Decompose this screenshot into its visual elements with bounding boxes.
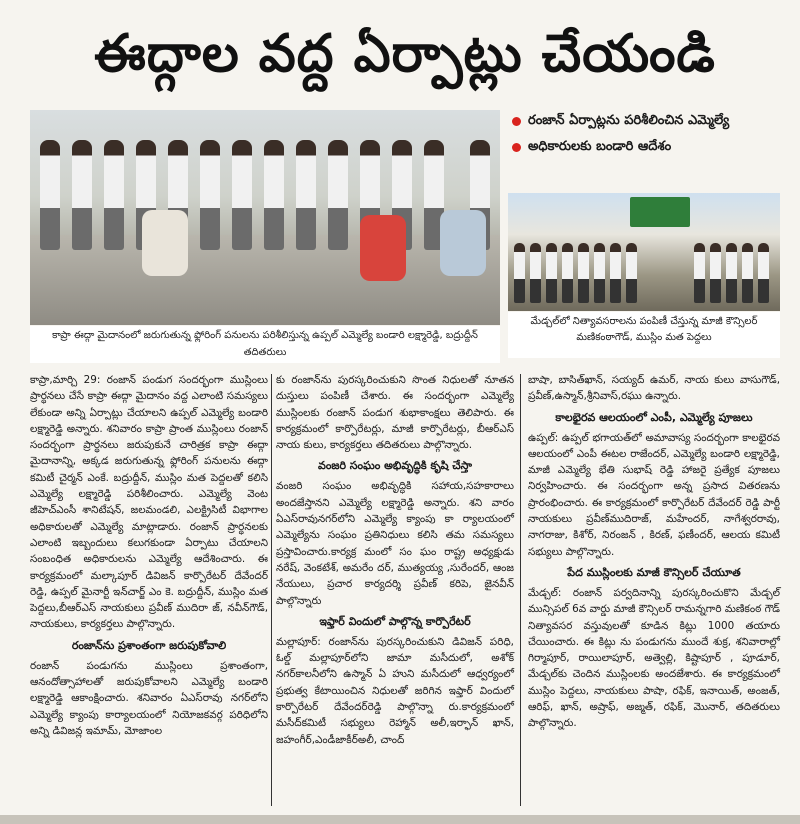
headline: ఈద్గాల వద్ద ఏర్పాట్లు చేయండి bbox=[94, 24, 716, 84]
article-subheading: రంజాన్‌ను ప్రశాంతంగా జరుపుకోవాలి bbox=[71, 638, 227, 652]
article-subheading: కాలభైరవ ఆలయంలో ఎంపీ, ఎమ్మెల్యే పూజలు bbox=[555, 410, 753, 424]
article-paragraph: బాషా, బాసిత్‌ఖాన్, సయ్యద్ ఉమర్, నాయ కులు వాసుగౌడ్, ప్రవీణ్,ఉస్మాన్,శ్రీనివాస్,రఘు ఉన్నారు. bbox=[528, 374, 780, 403]
photo-person bbox=[296, 140, 316, 250]
article-paragraph: రంజాన్ పండుగను ముస్లింలు ప్రశాంతంగా, ఆనందోత్సాహాలతో జరుపుకోవాలని ఎమ్మెల్యే బండారి లక్ష్మారెడ్డి ఆకాంక్షించారు. శనివారం ఏఎస్‌రావు నగర్‌లోని ఎమ్మెల్యే క్యాంపు కార్యాలయంలో నియోజకవర్గ పరిధిలోని అన్ని డివిజన్ల ఇమామ్, మోజాంల bbox=[30, 659, 268, 737]
highlight-bullet bbox=[512, 110, 782, 132]
photo-person bbox=[328, 140, 348, 250]
side-photo-caption: మేడ్చల్‌లో నిత్యావసరాలను పంపిణీ చేస్తున్న మాజీ కౌన్సిలర్ మణికంఠాగౌడ్, ముస్లిం మత పెద్దలు bbox=[508, 312, 780, 358]
main-photo bbox=[30, 110, 500, 325]
photo-person bbox=[264, 140, 284, 250]
main-photo-caption: కాప్రా ఈద్గా మైదానంలో జరుగుతున్న ఫ్లోరింగ్ పనులను పరిశీలిస్తున్న ఉప్పల్ ఎమ్మెల్యే బండారి లక్ష్మారెడ్డి, బద్రుద్దీన్ తదితరులు bbox=[30, 326, 500, 363]
article-paragraph: కు రంజాన్‌ను పురస్కరించుకుని సొంత నిధులతో నూతన దుస్తులు పంపిణీ చేశారు. ఈ సందర్భంగా ఎమ్మెల్యే ముస్లింలకు రంజాన్ పండుగ శుభాకాంక్షలు తెలిపారు. ఈ కార్యక్రమంలో కార్పొరేటర్లు, మాజీ కార్పొరేటర్లు, బీఆర్ఎస్ నాయ కులు, కార్యకర్తలు తదితరులు పాల్గొన్నారు. bbox=[276, 374, 514, 452]
photo-person bbox=[530, 243, 541, 303]
article-paragraph: మేడ్చల్: రంజాన్ పర్వదినాన్ని పురస్కరించుకొని మేడ్చల్ మున్సిపల్ 6వ వార్డు మాజీ కౌన్సిలర్ రామన్నగారి మణికంఠ గౌడ్ నిత్యావసర వస్తువులతో కూడిన కిట్లు 1000 తయారు చేయించారు. ఈ కిట్లు ను పండుగను ముందే శుక్ర, శనివారాల్లో గిర్మాపూర్, రాయిలాపూర్, అత్వెల్లి, కిష్టాపూర్ , పూడూర్, మేడ్చల్‌కు చెందిన ముస్లింలకు అందజేశారు. ఈ కార్యక్రమంలో ముస్లిం పెద్దలు, నాయకులు పాషా, రఫిక్, ఇనాయిత్, అంజత్, ఆరిఫ్, ఖాన్, అష్రాఫ్, అజ్మత్, రఫిక్, మొనార్, తదితరులు పాల్గొన్నారు. bbox=[528, 586, 780, 730]
article-paragraph: ఉప్పల్: ఉప్పల్ భగాయత్‌లో అమావాస్య సందర్భంగా కాలభైరవ ఆలయంలో ఎంపీ ఈటల రాజేందర్, ఎమ్మెల్యే బండారి లక్ష్మారెడ్డి, మాజీ ఎమ్మెల్యే భేతి సుభాష్ రెడ్డి హాజరై ప్రత్యేక పూజలు నిర్వహించారు. ఈ సందర్భంగా అన్న ప్రసాద వితరణను ప్రారంభించారు. ఈ కార్యక్రమంలో కార్పొరేటర్ దేవేందర్ రెడ్డి పార్టీ నాయకులు ప్రవీణ్‌ముదిరాజ్, మహేందర్, నాగేశ్వరరావు, నాగరాజు, కిశోర్, నిరంజన్ , కిరణ్, ఫణీందర్, ఆలయ కమిటీ సభ్యులు పాల్గొన్నారు. bbox=[528, 431, 780, 558]
article-subheading: ఇఫ్తార్ విందులో పాల్గొన్న కార్పొరేటర్ bbox=[319, 614, 471, 628]
bullet-text: అధికారులకు బండారి ఆదేశం bbox=[528, 139, 672, 154]
photo-person bbox=[610, 243, 621, 303]
photo-person bbox=[594, 243, 605, 303]
article-paragraph: వంజరి సంఘం అభివృద్ధికి సహాయ,సహకారాలు అందజేస్తానని ఎమ్మెల్యే లక్ష్మారెడ్డి అన్నారు. శని వారం ఏఎస్‌రావునగర్‌లోని ఎమ్మెల్యే క్యాంపు కా ర్యాలయంలో ఎమ్మెల్యేను సంఘం ప్రతినిధులు కలిసి తమ సమస్యలు ప్రస్తావించారు.కార్యక్ర మంలో సం ఘం రాష్ట్ర అధ్యక్షుడు నరేష్, వెంకటేశ్, అమరేం దర్, ముత్యయ్య ,సురేందర్, ఆంజ నేయులు, ప్రచార కార్యదర్శి ప్రవీణ్ కరిపె, జైనవీన్ పాల్గొన్నారు bbox=[276, 480, 514, 607]
article-paragraph: కాప్రా,మార్చి 29: రంజాన్ పండుగ సందర్భంగా ముస్లింలు ప్రార్థనలు చేసే కాప్రా ఈద్గా మైదానం వద్ద ఎలాంటి సమస్యలు లేకుండా అన్ని ఏర్పాట్లు చేయాలని ఉప్పల్ ఎమ్మెల్యే బండారి లక్ష్మారెడ్డి అన్నారు. శనివారం కాప్రా ప్రాంత ముస్లింలు రంజాన్ సందర్భంగా ప్రార్థనలు జరుపుకునే చారిత్రక కాప్రా ఈద్గా మైదానాన్ని, అక్కడ జరుగుతున్న ఫ్లోరింగ్ పనులను ఈద్గా కమిటీ చైర్మన్ ఎంకే. బద్రుద్దీన్, ముస్లిం మత పెద్దలతో కలిసి ఎమ్మెల్యే లక్ష్మారెడ్డి పరిశీలించారు. ఎమ్మెల్యే వెంట జీహెచ్ఎంసీ శానిటేషన్, జలమండలి, ఎలక్ట్రిసిటీ విభాగాల అధికారులతో ఎమ్మెల్యే మాట్లాడారు. రంజాన్ ప్రార్థనలకు ఎలాంటి ఇబ్బందులు కలుగకుండా ఏర్పాటు చేయాలని సంబంధిత అధికారులను ఎమ్మెల్యే ఆదేశించారు. ఈ కార్యక్రమంలో మల్కాపూర్ డివిజన్ కార్పొరేటర్ దేవేందర్ రెడ్డి, ఉప్పల్ మైనార్టీ ఇన్‌చార్జ్ ఎం కె. బద్రుద్దీన్, ముస్లిం మత పెద్దలు,బీఆర్ఎస్ నాయకులు ప్రవీణ్ ముదిరా జ్, నవీన్‌గౌడ్, నాయకులు, కార్యకర్తలు పాల్గొన్నారు. bbox=[30, 374, 268, 631]
photo-worker bbox=[142, 210, 188, 276]
photo-person bbox=[72, 140, 92, 250]
photo-person bbox=[546, 243, 557, 303]
bottom-strip bbox=[0, 815, 800, 824]
bullet-text: రంజాన్ ఏర్పాట్లను పరిశీలించిన ఎమ్మెల్యే bbox=[528, 113, 730, 128]
bullet-dot-icon bbox=[512, 117, 521, 126]
photo-person bbox=[758, 243, 769, 303]
photo-person bbox=[232, 140, 252, 250]
photo-person bbox=[104, 140, 124, 250]
article-column-2 bbox=[276, 372, 514, 748]
photo-person bbox=[578, 243, 589, 303]
article-column-3 bbox=[528, 372, 780, 732]
photo-person bbox=[562, 243, 573, 303]
photo-banner bbox=[630, 197, 690, 227]
bullet-dot-icon bbox=[512, 143, 521, 152]
photo-worker bbox=[440, 210, 486, 276]
highlight-bullets bbox=[512, 110, 782, 162]
photo-person bbox=[742, 243, 753, 303]
highlight-bullet bbox=[512, 136, 782, 158]
article-paragraph: మల్లాపూర్: రంజాన్‌ను పురస్కరించుకుని డివిజన్ పరిధి, ఓల్డ్ మల్లాపూర్‌లోని జామా మసీదులో, అశోక్ నగర్‌కాలనీలోని ఉస్మాన్ ఏ హుని మసీదులో ఆధ్వర్యంలో ప్రభుత్వ కేటాయించిన నిధులతో జరిగిన ఇఫ్తార్ విందులో కార్పొరేటర్ దేవేందర్‌రెడ్డి పాల్గొన్నా రు.కార్యక్రమంలో మసీద్‌కమిటీ సభ్యులు రెహ్మాన్ అలీ,ఇర్ఫాన్ ఖాన్, జహంగీర్,ఎండీజాకీర్‌అలీ, చాంద్ bbox=[276, 635, 514, 746]
article-subheading: పేద ముస్లింలకు మాజీ కౌన్సిలర్ చేయూత bbox=[567, 565, 741, 579]
article-column-1 bbox=[30, 372, 268, 739]
side-photo bbox=[508, 193, 780, 311]
column-divider bbox=[271, 374, 272, 806]
photo-person bbox=[710, 243, 721, 303]
photo-person bbox=[726, 243, 737, 303]
column-divider bbox=[520, 374, 521, 806]
article-subheading: వంజరి సంఘం అభివృద్ధికి కృషి చేస్తా bbox=[318, 459, 472, 473]
photo-person bbox=[40, 140, 60, 250]
photo-worker bbox=[360, 215, 406, 281]
photo-person bbox=[626, 243, 637, 303]
photo-person bbox=[694, 243, 705, 303]
photo-person bbox=[514, 243, 525, 303]
photo-person bbox=[200, 140, 220, 250]
